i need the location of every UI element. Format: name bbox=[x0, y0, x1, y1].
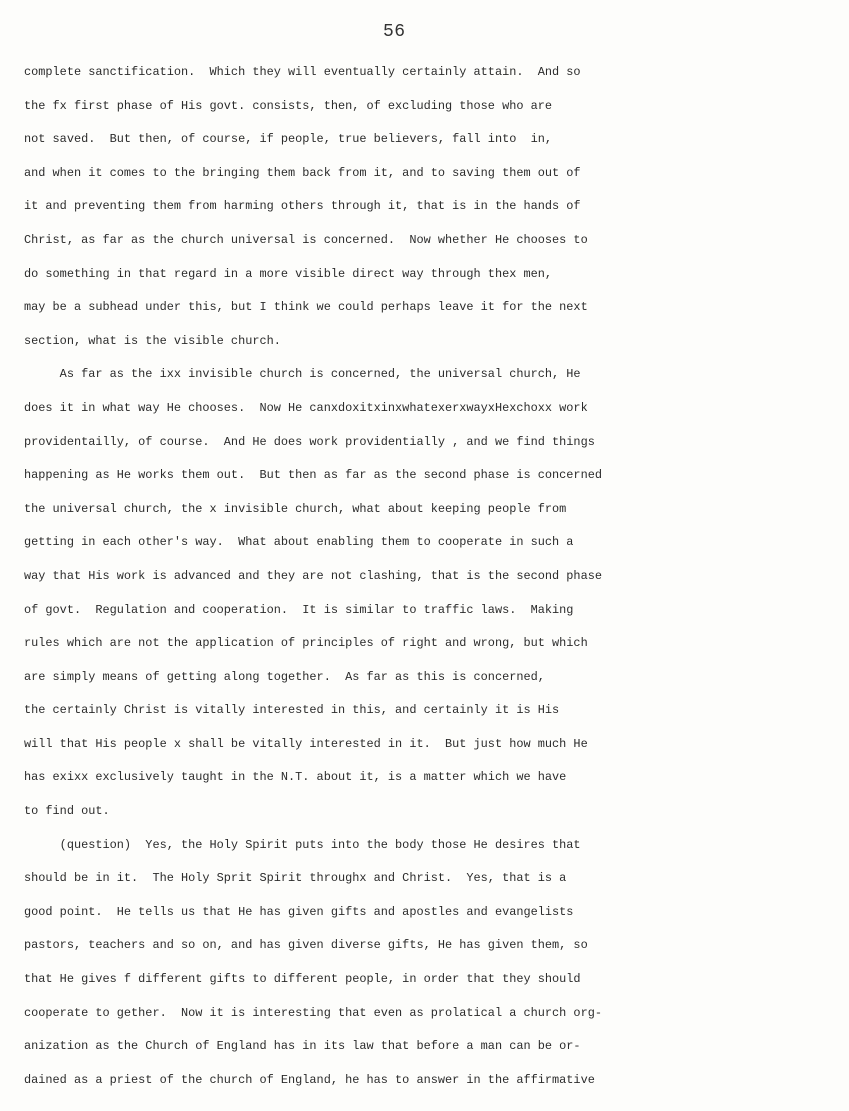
text-line: (question) Yes, the Holy Spirit puts into the body those He desires that bbox=[24, 837, 581, 852]
page-number: 56 bbox=[383, 22, 406, 42]
text-line: are simply means of getting along together. As far as this is concerned, bbox=[24, 669, 545, 684]
text-line: may be a subhead under this, but I think we could perhaps leave it for the next bbox=[24, 300, 588, 315]
text-line: anization as the Church of England has in its law that before a man can be or- bbox=[24, 1039, 581, 1054]
text-line: good point. He tells us that He has given gifts and apostles and evangelists bbox=[24, 904, 574, 919]
text-line: does it in what way He chooses. Now He canxdoxitxinxwhatexerxwayxHexchoxx work bbox=[24, 400, 588, 415]
body-text bbox=[24, 61, 844, 1102]
text-line: section, what is the visible church. bbox=[24, 333, 281, 348]
text-line: not saved. But then, of course, if people, true believers, fall into in, bbox=[24, 132, 553, 147]
text-line: As far as the ixx invisible church is concerned, the universal church, He bbox=[24, 367, 581, 382]
text-line: it and preventing them from harming others through it, that is in the hands of bbox=[24, 199, 581, 214]
text-line: the universal church, the x invisible church, what about keeping people from bbox=[24, 501, 567, 516]
text-line: the fx first phase of His govt. consists, then, of excluding those who are bbox=[24, 98, 553, 113]
text-line: do something in that regard in a more visible direct way through thex men, bbox=[24, 266, 553, 281]
text-line: dained as a priest of the church of England, he has to answer in the affirmative bbox=[24, 1072, 595, 1087]
text-line: to find out. bbox=[24, 804, 110, 819]
text-line: way that His work is advanced and they are not clashing, that is the second phase bbox=[24, 568, 602, 583]
text-line: should be in it. The Holy Sprit Spirit throughx and Christ. Yes, that is a bbox=[24, 871, 567, 886]
text-line: getting in each other's way. What about enabling them to cooperate in such a bbox=[24, 535, 574, 550]
text-line: of govt. Regulation and cooperation. It is similar to traffic laws. Making bbox=[24, 602, 574, 617]
text-line: and when it comes to the bringing them back from it, and to saving them out of bbox=[24, 165, 581, 180]
text-line: cooperate to gether. Now it is interesting that even as prolatical a church org- bbox=[24, 1005, 602, 1020]
text-line: will that His people x shall be vitally interested in it. But just how much He bbox=[24, 736, 588, 751]
text-line: the certainly Christ is vitally interested in this, and certainly it is His bbox=[24, 703, 560, 718]
text-line: pastors, teachers and so on, and has given diverse gifts, He has given them, so bbox=[24, 938, 588, 953]
text-line: rules which are not the application of principles of right and wrong, but which bbox=[24, 636, 588, 651]
text-line: has exixx exclusively taught in the N.T. about it, is a matter which we have bbox=[24, 770, 567, 785]
text-line: providentailly, of course. And He does work providentially , and we find things bbox=[24, 434, 595, 449]
text-line: Christ, as far as the church universal is concerned. Now whether He chooses to bbox=[24, 232, 588, 247]
text-line: complete sanctification. Which they will eventually certainly attain. And so bbox=[24, 65, 581, 79]
text-line: that He gives f different gifts to different people, in order that they should bbox=[24, 972, 581, 987]
text-line: happening as He works them out. But then as far as the second phase is concerned bbox=[24, 468, 602, 483]
